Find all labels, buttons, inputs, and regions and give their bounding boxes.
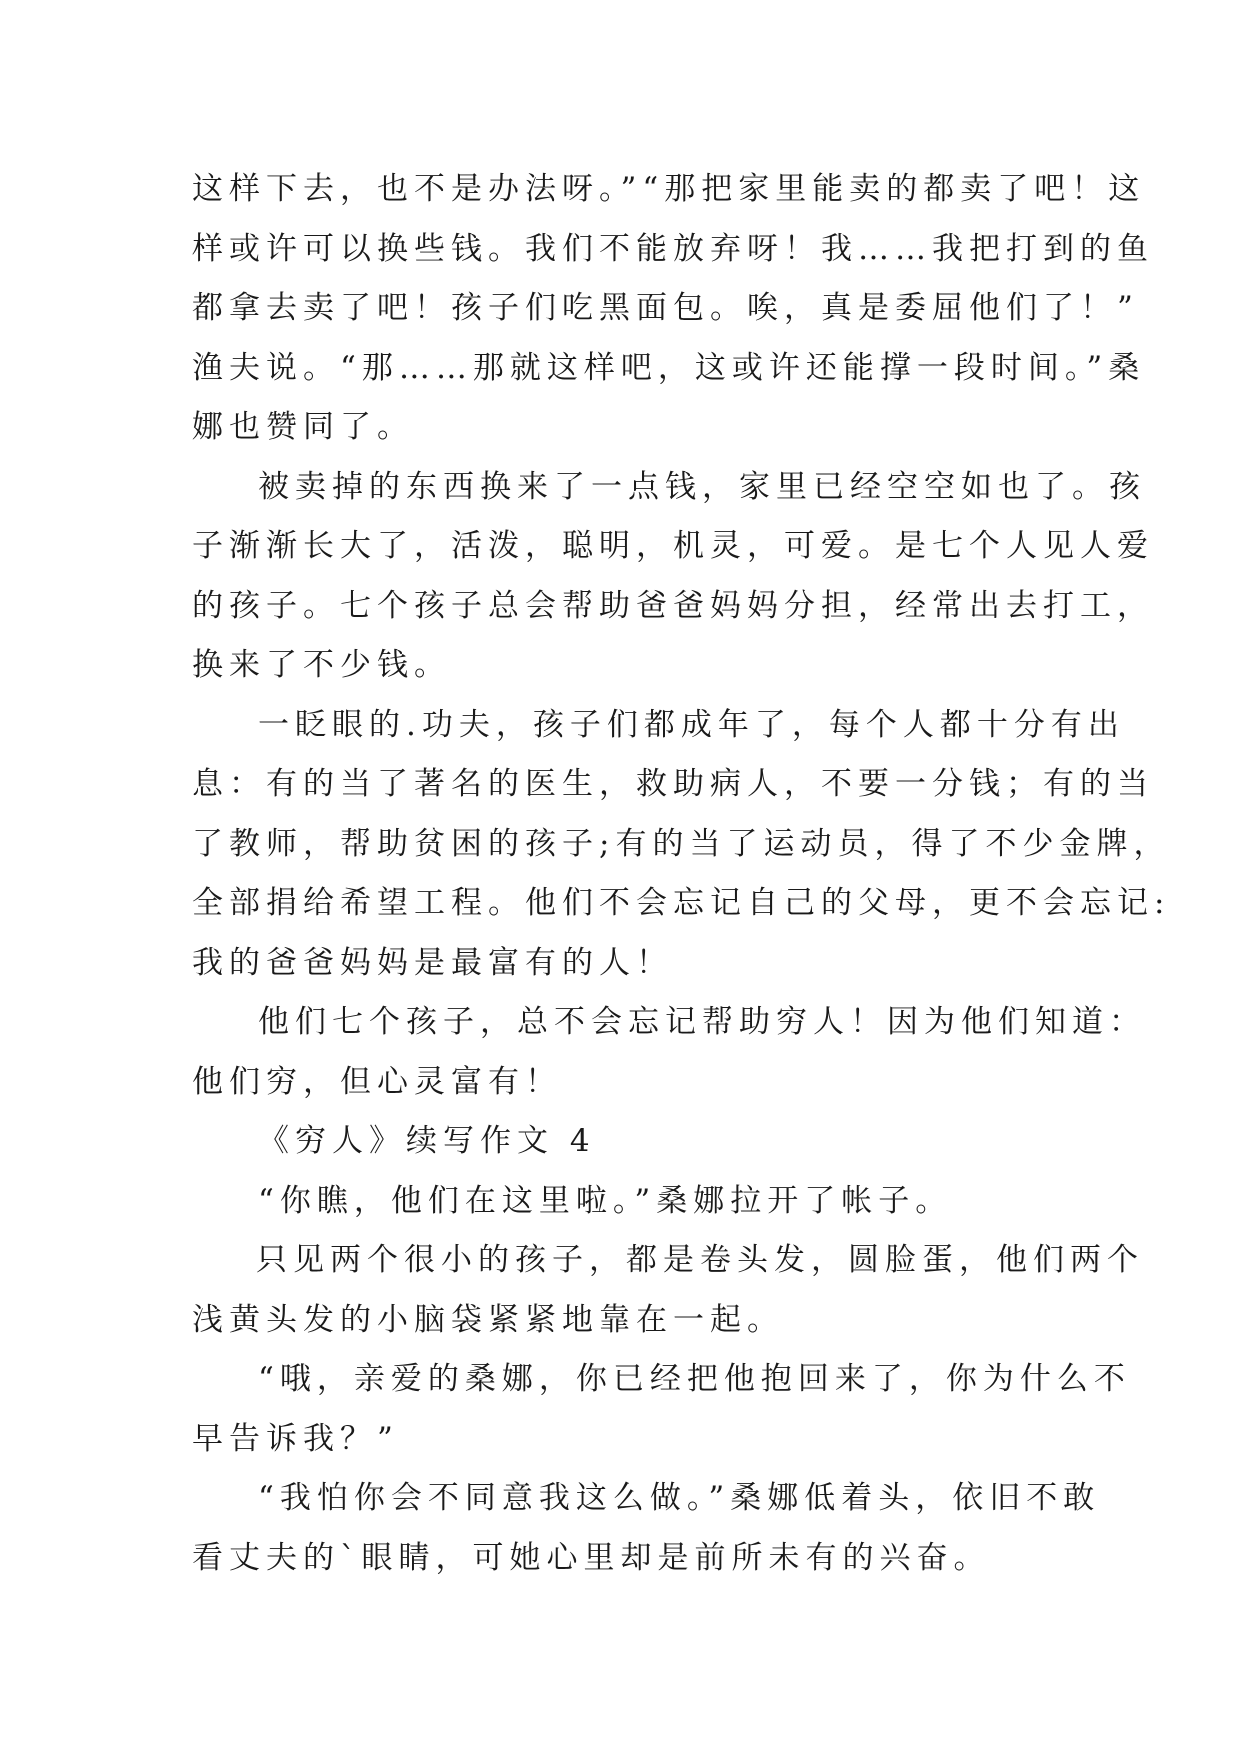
- text-line: 娜也赞同了。: [192, 409, 414, 445]
- text-line: 子渐渐长大了，活泼，聪明，机灵，可爱。是七个人见人爱: [192, 528, 1154, 564]
- section-heading: 《穷人》续写作文 4: [258, 1123, 596, 1159]
- paragraph-first-line: 他们七个孩子，总不会忘记帮助穷人！因为他们知道：: [258, 1004, 1146, 1040]
- paragraph-first-line: “你瞧，他们在这里啦。”桑娜拉开了帐子。: [258, 1182, 953, 1219]
- text-line: 样或许可以换些钱。我们不能放弃呀！我……我把打到的鱼: [192, 230, 1154, 267]
- paragraph-first-line: 一眨眼的.功夫，孩子们都成年了，每个人都十分有出: [258, 706, 1125, 743]
- text-line: 息：有的当了著名的医生，救助病人，不要一分钱；有的当: [192, 766, 1154, 802]
- text-line: 我的爸爸妈妈是最富有的人！: [192, 944, 673, 981]
- text-line: 全部捐给希望工程。他们不会忘记自己的父母，更不会忘记:: [192, 885, 1171, 921]
- text-line: 这样下去，也不是办法呀。”“那把家里能卖的都卖了吧！这: [192, 171, 1146, 207]
- text-line: 了教师，帮助贫困的孩子;有的当了运动员，得了不少金牌，: [192, 825, 1171, 862]
- text-line: 浅黄头发的小脑袋紧紧地靠在一起。: [192, 1301, 784, 1338]
- text-line: 看丈夫的`眼睛，可她心里却是前所未有的兴奋。: [192, 1539, 991, 1576]
- paragraph-first-line: “我怕你会不同意我这么做。”桑娜低着头，依旧不敢: [258, 1480, 1101, 1516]
- text-line: 的孩子。七个孩子总会帮助爸爸妈妈分担，经常出去打工，: [192, 587, 1154, 624]
- text-line: 换来了不少钱。: [192, 647, 451, 683]
- text-line: 都拿去卖了吧！孩子们吃黑面包。唉，真是委屈他们了！”: [192, 290, 1139, 326]
- text-line: 早告诉我？”: [192, 1420, 399, 1457]
- paragraph-first-line: 只见两个很小的孩子，都是卷头发，圆脸蛋，他们两个: [256, 1242, 1144, 1278]
- paragraph-first-line: 被卖掉的东西换来了一点钱，家里已经空空如也了。孩: [258, 468, 1146, 505]
- paragraph-first-line: “哦，亲爱的桑娜，你已经把他抱回来了，你为什么不: [258, 1361, 1131, 1397]
- text-line: 渔夫说。“那……那就这样吧，这或许还能撑一段时间。”桑: [192, 349, 1146, 386]
- text-line: 他们穷，但心灵富有！: [192, 1063, 562, 1100]
- document-body: [192, 160, 1171, 1588]
